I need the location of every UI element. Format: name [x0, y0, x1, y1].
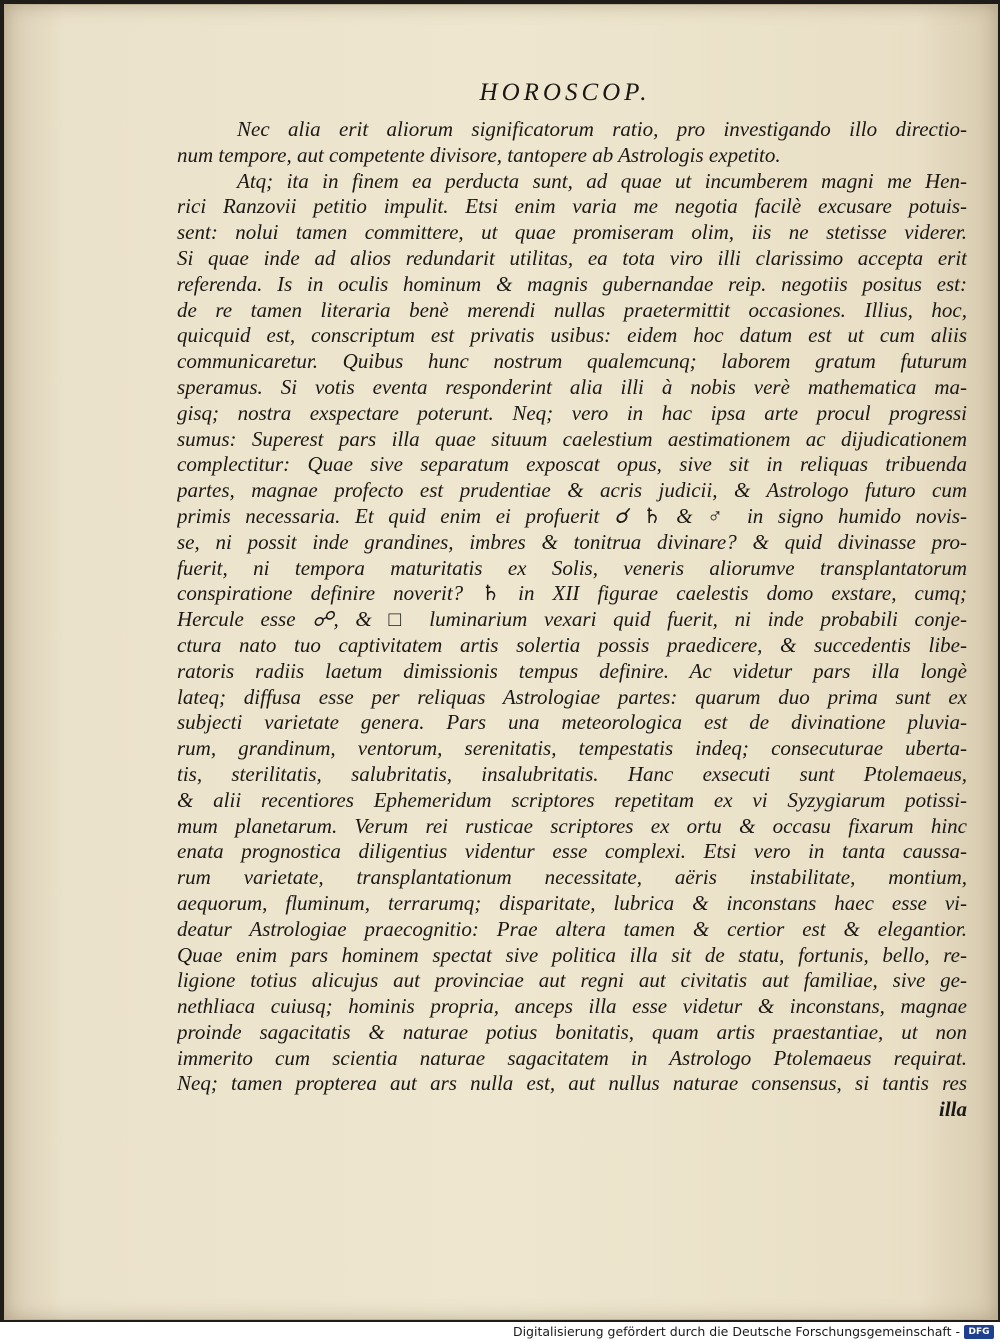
text-line: lateq; diffusa esse per reliquas Astrologiae partes: quarum duo prima sunt ex	[177, 684, 967, 709]
text-line: gisq; nostra exspectare poterunt. Neq; vero in hac ipsa arte procul progressi	[177, 400, 967, 425]
text-line: nethliaca cuiusq; hominis propria, anceps illa esse videtur & inconstans, magnae	[177, 994, 967, 1019]
text-line: primis necessaria. Et quid enim ei profuerit ☌ ♄ & ♂ in signo humido novis-	[177, 503, 967, 528]
text-line: ratoris radiis laetum dimissionis tempus definire. Ac videtur pars illa longè	[177, 658, 967, 683]
text-line: sumus: Superest pars illa quae situum caelestium aestimationem ac dijudicationem	[177, 426, 967, 451]
text-line: & alii recentiores Ephemeridum scriptores repetitam ex vi Syzygiarum potissi-	[177, 787, 967, 812]
text-line: fuerit, ni tempora maturitatis ex Solis, veneris aliorumve transplantatorum	[177, 555, 967, 580]
text-line: immerito cum scientia naturae sagacitatem in Astrologo Ptolemaeus requirat.	[177, 1045, 967, 1070]
text-line: num tempore, aut competente divisore, tantopere ab Astrologis expetito.	[177, 142, 781, 167]
text-line: de re tamen literaria benè merendi nullas praetermittit occasiones. Illius, hoc,	[177, 297, 967, 322]
text-line: Si quae inde ad alios redundarit utilitas, ea tota viro illi clarissimo accepta erit	[177, 245, 967, 270]
text-line: rici Ranzovii petitio impulit. Etsi enim varia me negotia facilè excusare potuis-	[177, 194, 967, 219]
text-line: Atq; ita in finem ea perducta sunt, ad quae ut incumberem magni me Hen-	[237, 168, 967, 193]
text-line: sent: nolui tamen committere, ut quae promiseram olim, iis ne stetisse viderer.	[177, 220, 967, 245]
text-line: rum varietate, transplantationum necessitate, aëris instabilitate, montium,	[177, 865, 967, 890]
dfg-logo-icon: DFG	[964, 1325, 994, 1339]
text-line: enata prognostica diligentius videntur esse complexi. Etsi vero in tanta caussa-	[177, 839, 967, 864]
text-line: Nec alia erit aliorum significatorum ratio, pro investigando illo directio-	[237, 117, 967, 141]
text-line: proinde sagacitatis & naturae potius bonitatis, quam artis praestantiae, ut non	[177, 1019, 967, 1044]
text-line: Hercule esse ☍, & □ luminarium vexari quid fuerit, ni inde probabili conje-	[177, 607, 967, 632]
text-line: complectitur: Quae sive separatum exposcat opus, sive sit in reliquas tribuenda	[177, 452, 967, 477]
text-line: referenda. Is in oculis hominum & magnis gubernandae reip. negotiis positus est:	[177, 271, 967, 296]
text-line: Quae enim pars hominem spectat sive politica illa sit de statu, fortunis, bello, re-	[177, 942, 967, 967]
text-line: se, ni possit inde grandines, imbres & tonitrua divinare? & quid divinasse pro-	[177, 529, 967, 554]
text-line: speramus. Si votis eventa responderint alia illi à nobis verè mathematica ma-	[177, 374, 967, 399]
catchword: illa	[938, 1097, 967, 1122]
funding-notice: Digitalisierung gefördert durch die Deutsche Forschungsgemeinschaft -	[512, 1324, 960, 1339]
text-line: mum planetarum. Verum rei rusticae scriptores ex ortu & occasu fixarum hinc	[177, 813, 967, 838]
text-line: tis, sterilitatis, salubritatis, insalubritatis. Hanc exsecuti sunt Ptolemaeus,	[177, 761, 967, 786]
body-text	[177, 117, 967, 1123]
text-line: subjecti varietate genera. Pars una meteorologica est de divinatione pluvia-	[177, 710, 967, 735]
text-line: partes, magnae profecto est prudentiae & acris judicii, & Astrologo futuro cum	[177, 478, 967, 503]
text-line: Neq; tamen propterea aut ars nulla est, aut nullus naturae consensus, si tantis res	[177, 1071, 967, 1096]
text-line: ligione totius alicujus aut provinciae aut regni aut civitatis aut familiae, sive ge-	[177, 968, 967, 993]
text-line: ctura nato tuo captivitatem artis solertia possis praedicere, & succedentis libe-	[177, 632, 967, 657]
text-line: rum, grandinum, ventorum, serenitatis, tempestatis indeq; consecuturae uberta-	[177, 736, 967, 761]
running-head: HOROSCOP.	[479, 79, 651, 106]
scanned-page	[4, 4, 998, 1320]
text-line: aequorum, fluminum, terrarumq; disparitate, lubrica & inconstans haec esse vi-	[177, 890, 967, 915]
text-line: quicquid est, conscriptum est privatis usibus: eidem hoc datum est ut cum aliis	[177, 323, 967, 348]
text-line: communicaretur. Quibus hunc nostrum qualemcunq; laborem gratum futurum	[177, 349, 967, 374]
text-line: deatur Astrologiae praecognitio: Prae altera tamen & certior est & elegantior.	[177, 916, 967, 941]
footer-bar	[0, 1322, 1000, 1342]
text-line: conspiratione definire noverit? ♄ in XII figurae caelestis domo exstare, cumq;	[177, 581, 967, 606]
